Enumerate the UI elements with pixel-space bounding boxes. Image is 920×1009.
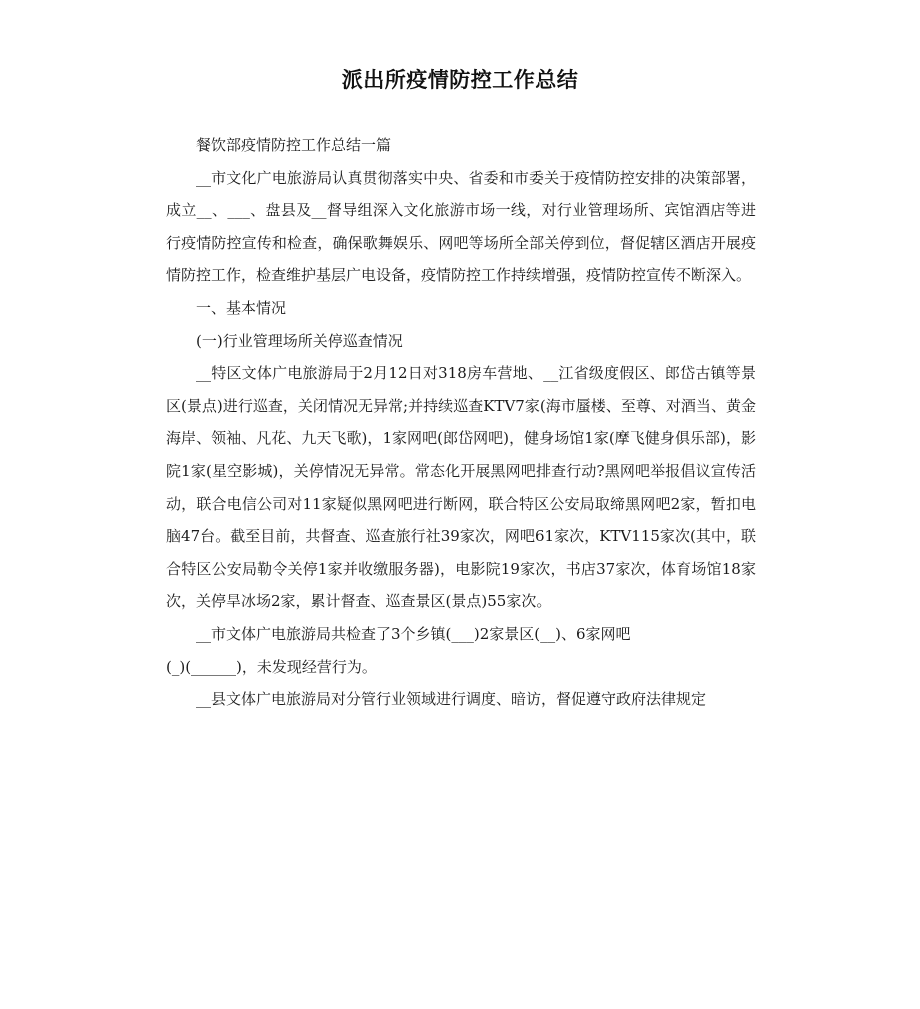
subsection-heading-venue-inspection: (一)行业管理场所关停巡查情况 — [196, 331, 403, 350]
paragraph-county-inspection: __县文体广电旅游局对分管行业领域进行调度、暗访，督促遵守政府法律规定 — [196, 690, 707, 709]
section-heading-basic-situation: 一、基本情况 — [196, 298, 287, 317]
paragraph-subtitle: 餐饮部疫情防控工作总结一篇 — [196, 136, 392, 154]
paragraph-special-district-inspection: __特区文体广电旅游局于2月12日对318房车营地、__江省级度假区、郎岱古镇等景区(景点)进行巡查，关闭情况无异常;并持续巡查KTV7家(海市蜃楼、至尊、对酒当、黄金海岸、领袖、凡花、九天飞歌)，1家网吧(郎岱网吧)，健身场馆1家(摩飞健身俱乐部)，影院1家(星空影城)，关停情况无异常。常态化开展黑网吧排查行动?黑网吧举报倡议宣传活动，联合电信公司对11家疑似黑网吧进行断网，联合特区公安局取缔黑网吧2家，暂扣电脑47台。截至目前，共督查、巡查旅行社39家次，网吧61家次，KTV115家次(其中，联合特区公安局勒令关停1家并收缴服务器)，电影院19家次，书店37家次，体育场馆18家次，关停旱冰场2家，累计督查、巡查景区(景点)55家次。 — [166, 364, 756, 611]
document-title: 派出所疫情防控工作总结 — [341, 68, 579, 92]
document-body — [166, 129, 756, 716]
paragraph-intro: __市文化广电旅游局认真贯彻落实中央、省委和市委关于疫情防控安排的决策部署，成立__、___、盘县及__督导组深入文化旅游市场一线，对行业管理场所、宾馆酒店等进行疫情防控宣传和检查，确保歌舞娱乐、网吧等场所全部关停到位，督促辖区酒店开展疫情防控工作，检查维护基层广电设备，疫情防控工作持续增强，疫情防控宣传不断深入。 — [166, 168, 756, 285]
paragraph-city-inspection-continued: (_)(______)，未发现经营行为。 — [166, 657, 377, 676]
paragraph-city-inspection: __市文体广电旅游局共检查了3个乡镇(___)2家景区(__)、6家网吧 — [196, 624, 631, 643]
